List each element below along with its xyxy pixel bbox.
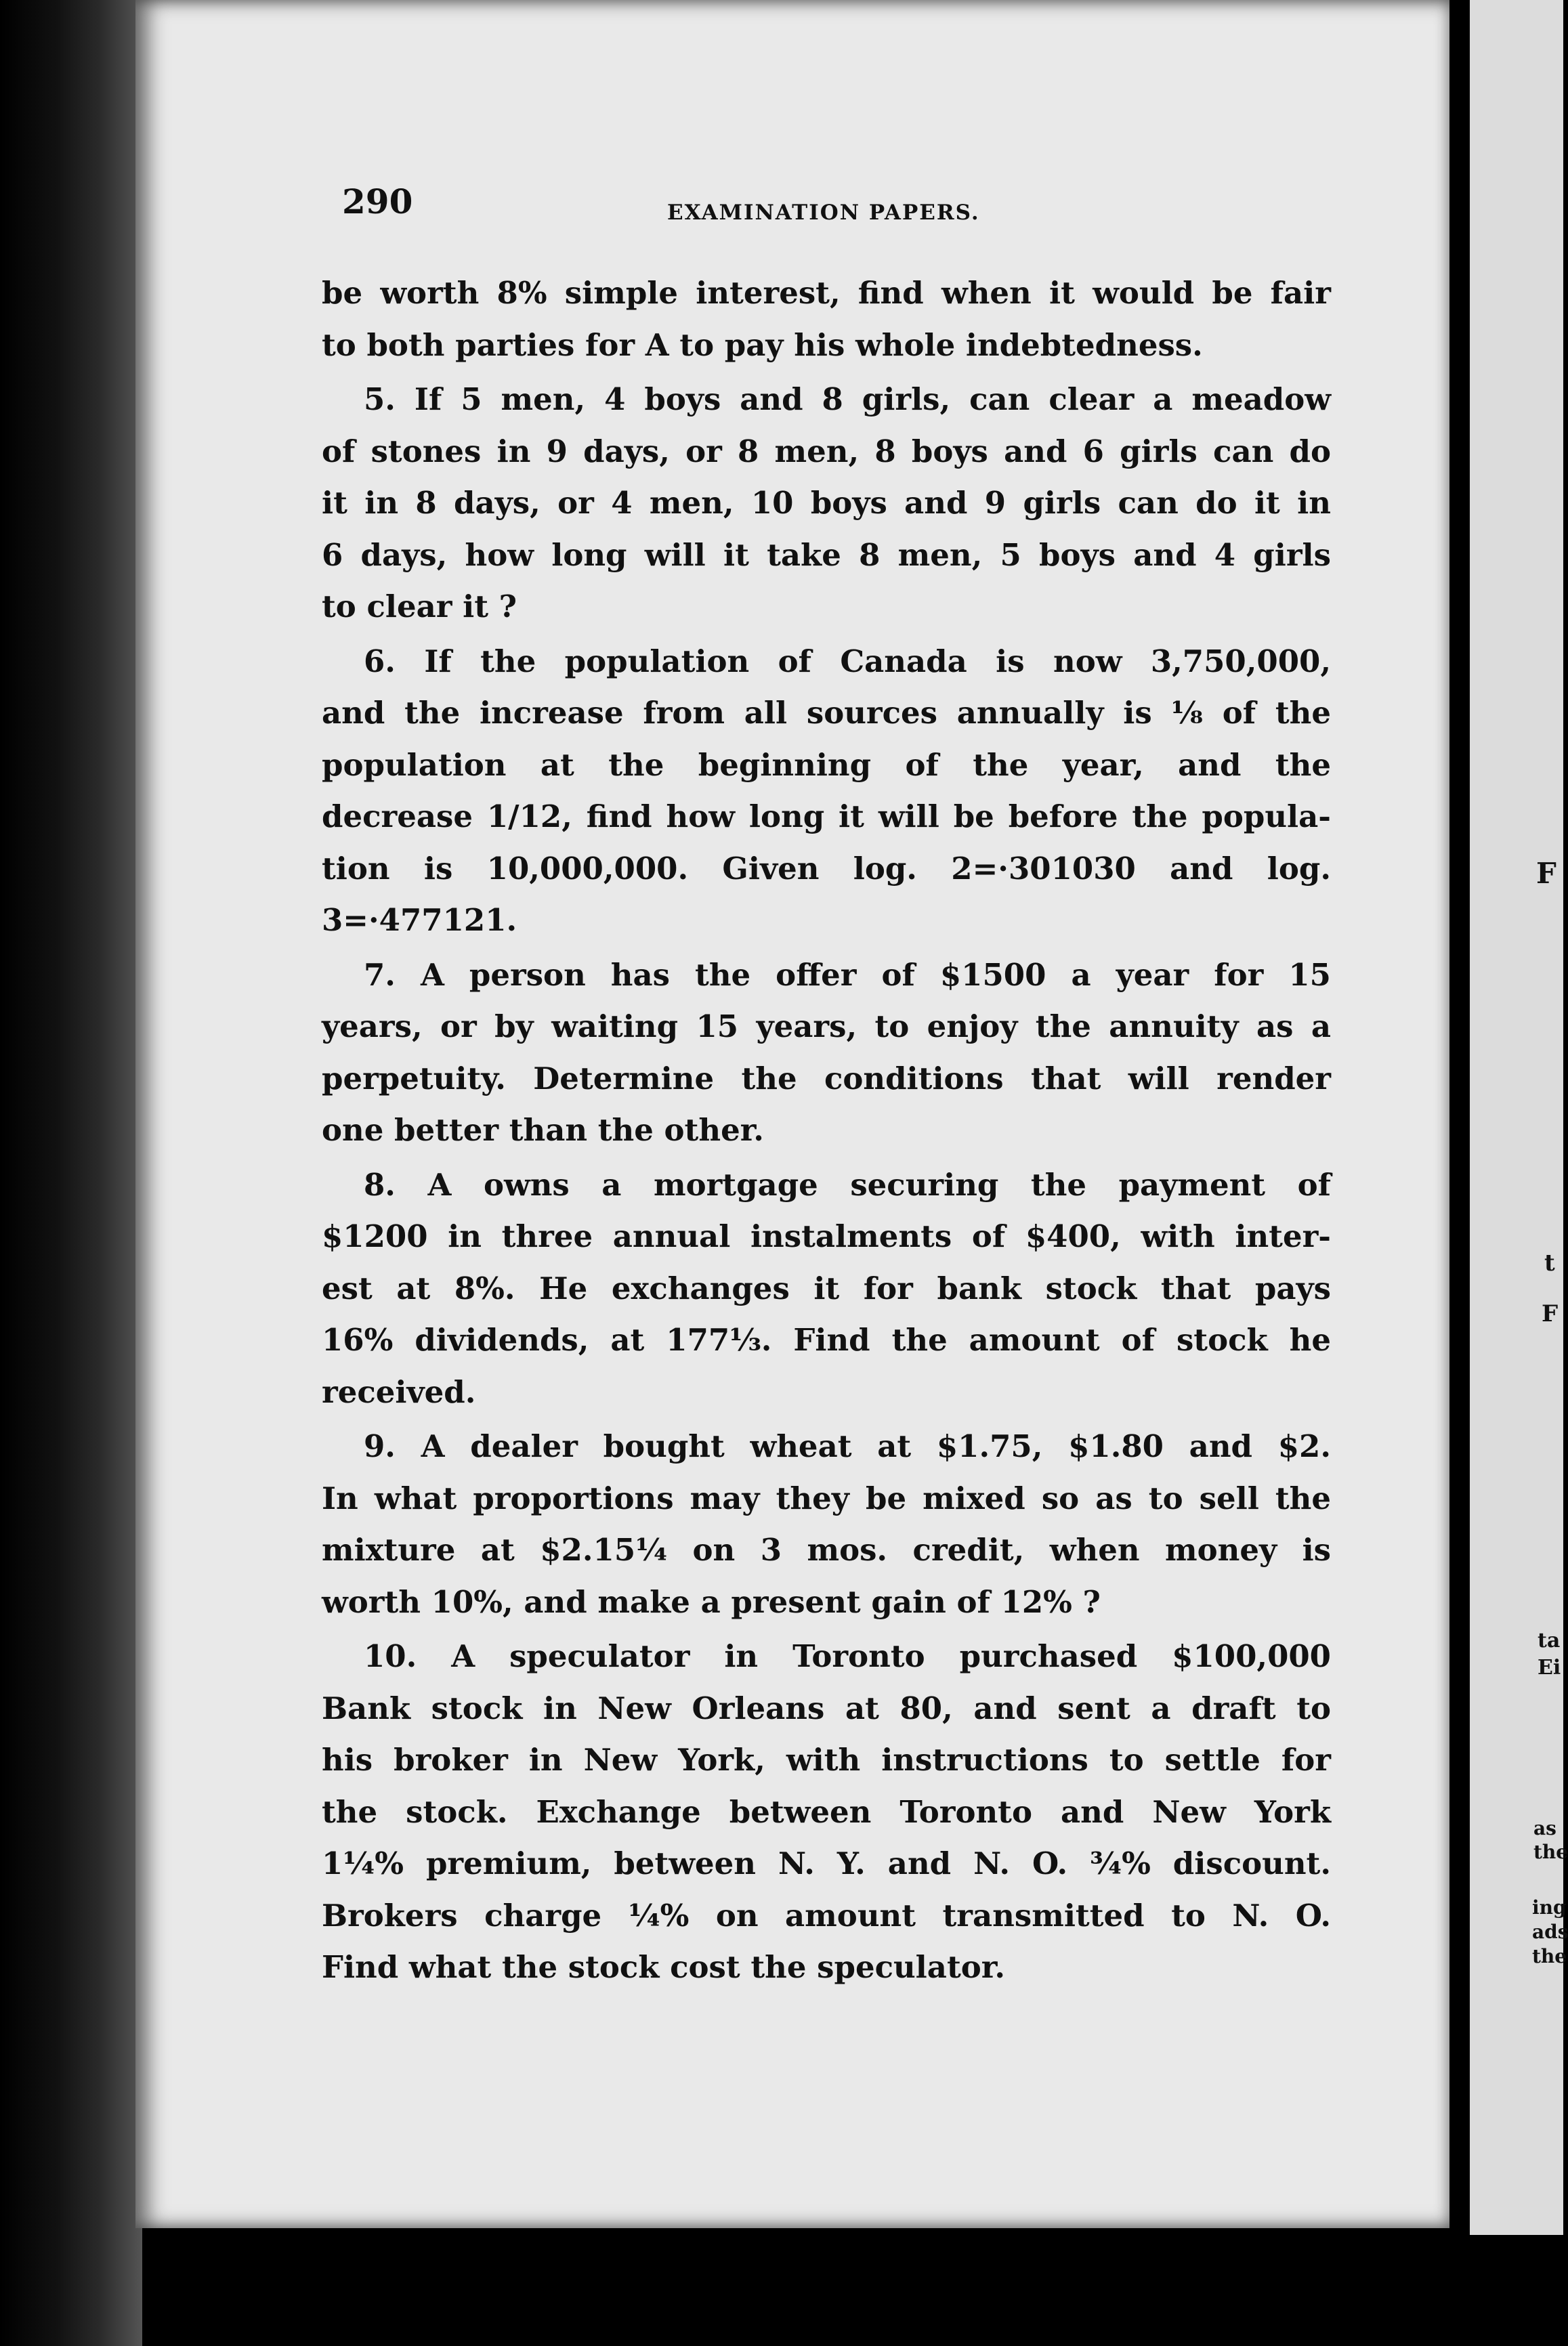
adjacent-page-fragment: as	[1533, 1817, 1556, 1839]
text-line: one better than the other.	[322, 1112, 764, 1148]
text-line: worth 10%, and make a present gain of 12% ?	[322, 1583, 1101, 1620]
text-line: the stock. Exchange between Toronto and New York	[322, 1793, 1331, 1830]
text-line: est at 8%. He exchanges it for bank stock that pays	[322, 1270, 1331, 1306]
text-line: population at the beginning of the year, and the	[322, 746, 1331, 783]
text-line: it in 8 days, or 4 men, 10 boys and 9 girls can do it in	[322, 485, 1331, 521]
continued-problem	[322, 268, 1331, 371]
text-line: 3=·477121.	[322, 902, 517, 938]
page-gutter	[1449, 0, 1470, 2346]
adjacent-page-fragment: Ei	[1538, 1656, 1561, 1680]
text-line: decrease 1/12, find how long it will be before the popula-	[322, 798, 1331, 834]
text-line: 7. A person has the offer of $1500 a year for 15	[364, 956, 1331, 993]
text-line: 6. If the population of Canada is now 3,750,000,	[364, 643, 1331, 679]
text-line: 6 days, how long will it take 8 men, 5 boys and 4 girls	[322, 536, 1331, 573]
page-number: 290	[342, 182, 413, 221]
adjacent-page-edge	[1470, 0, 1568, 2235]
text-line: 5. If 5 men, 4 boys and 8 girls, can clear a meadow	[364, 381, 1331, 417]
adjacent-page-fragment: ads	[1532, 1921, 1568, 1943]
text-line: Brokers charge ¼% on amount transmitted to N. O.	[322, 1897, 1331, 1934]
problem-10	[322, 1631, 1331, 1994]
page-body	[322, 268, 1331, 1997]
text-line: to both parties for A to pay his whole indebtedness.	[322, 326, 1203, 363]
adjacent-page-fragment: ing	[1532, 1896, 1567, 1919]
running-title: EXAMINATION PAPERS.	[667, 200, 980, 225]
text-line: to clear it ?	[322, 589, 517, 624]
text-line: received.	[322, 1373, 476, 1410]
text-line: be worth 8% simple interest, find when it would be fair	[322, 275, 1331, 311]
text-line: years, or by waiting 15 years, to enjoy the annuity as a	[322, 1008, 1331, 1044]
text-line: 1¼% premium, between N. Y. and N. O. ¾% discount.	[322, 1846, 1331, 1881]
problem-7	[322, 950, 1331, 1157]
adjacent-page-fragment: F	[1542, 1300, 1559, 1327]
page-header	[342, 182, 1358, 242]
text-line: Bank stock in New Orleans at 80, and sent a draft to	[322, 1690, 1331, 1726]
text-line: of stones in 9 days, or 8 men, 8 boys and 6 girls can do	[322, 433, 1331, 469]
adjacent-page-fragment: F	[1536, 857, 1556, 890]
text-line: 8. A owns a mortgage securing the payment of	[364, 1166, 1331, 1203]
problem-9	[322, 1421, 1331, 1628]
text-line: mixture at $2.15¼ on 3 mos. credit, when money is	[322, 1532, 1331, 1568]
text-line: 9. A dealer bought wheat at $1.75, $1.80 and $2.	[364, 1428, 1331, 1464]
book-binding-edge	[0, 0, 142, 2346]
text-line: his broker in New York, with instructions to settle for	[322, 1742, 1331, 1778]
adjacent-page-fragment: t	[1544, 1250, 1555, 1277]
text-line: and the increase from all sources annually is ⅛ of the	[322, 695, 1331, 731]
text-line: $1200 in three annual instalments of $400, with inter-	[322, 1218, 1331, 1254]
text-line: tion is 10,000,000. Given log. 2=·301030 and log.	[322, 850, 1331, 887]
problem-8	[322, 1159, 1331, 1419]
adjacent-page-fragment: the	[1532, 1945, 1567, 1967]
text-line: In what proportions may they be mixed so as to sell the	[322, 1480, 1331, 1516]
adjacent-page-fragment: the	[1533, 1841, 1568, 1863]
text-line: 16% dividends, at 177⅓. Find the amount of stock he	[322, 1322, 1331, 1358]
text-line: Find what the stock cost the speculator.	[322, 1949, 1005, 1985]
text-line: perpetuity. Determine the conditions that will render	[322, 1060, 1331, 1096]
problem-6	[322, 636, 1331, 947]
problem-5	[322, 374, 1331, 633]
adjacent-page-fragment: ta	[1538, 1629, 1561, 1652]
text-line: 10. A speculator in Toronto purchased $100,000	[364, 1638, 1331, 1674]
